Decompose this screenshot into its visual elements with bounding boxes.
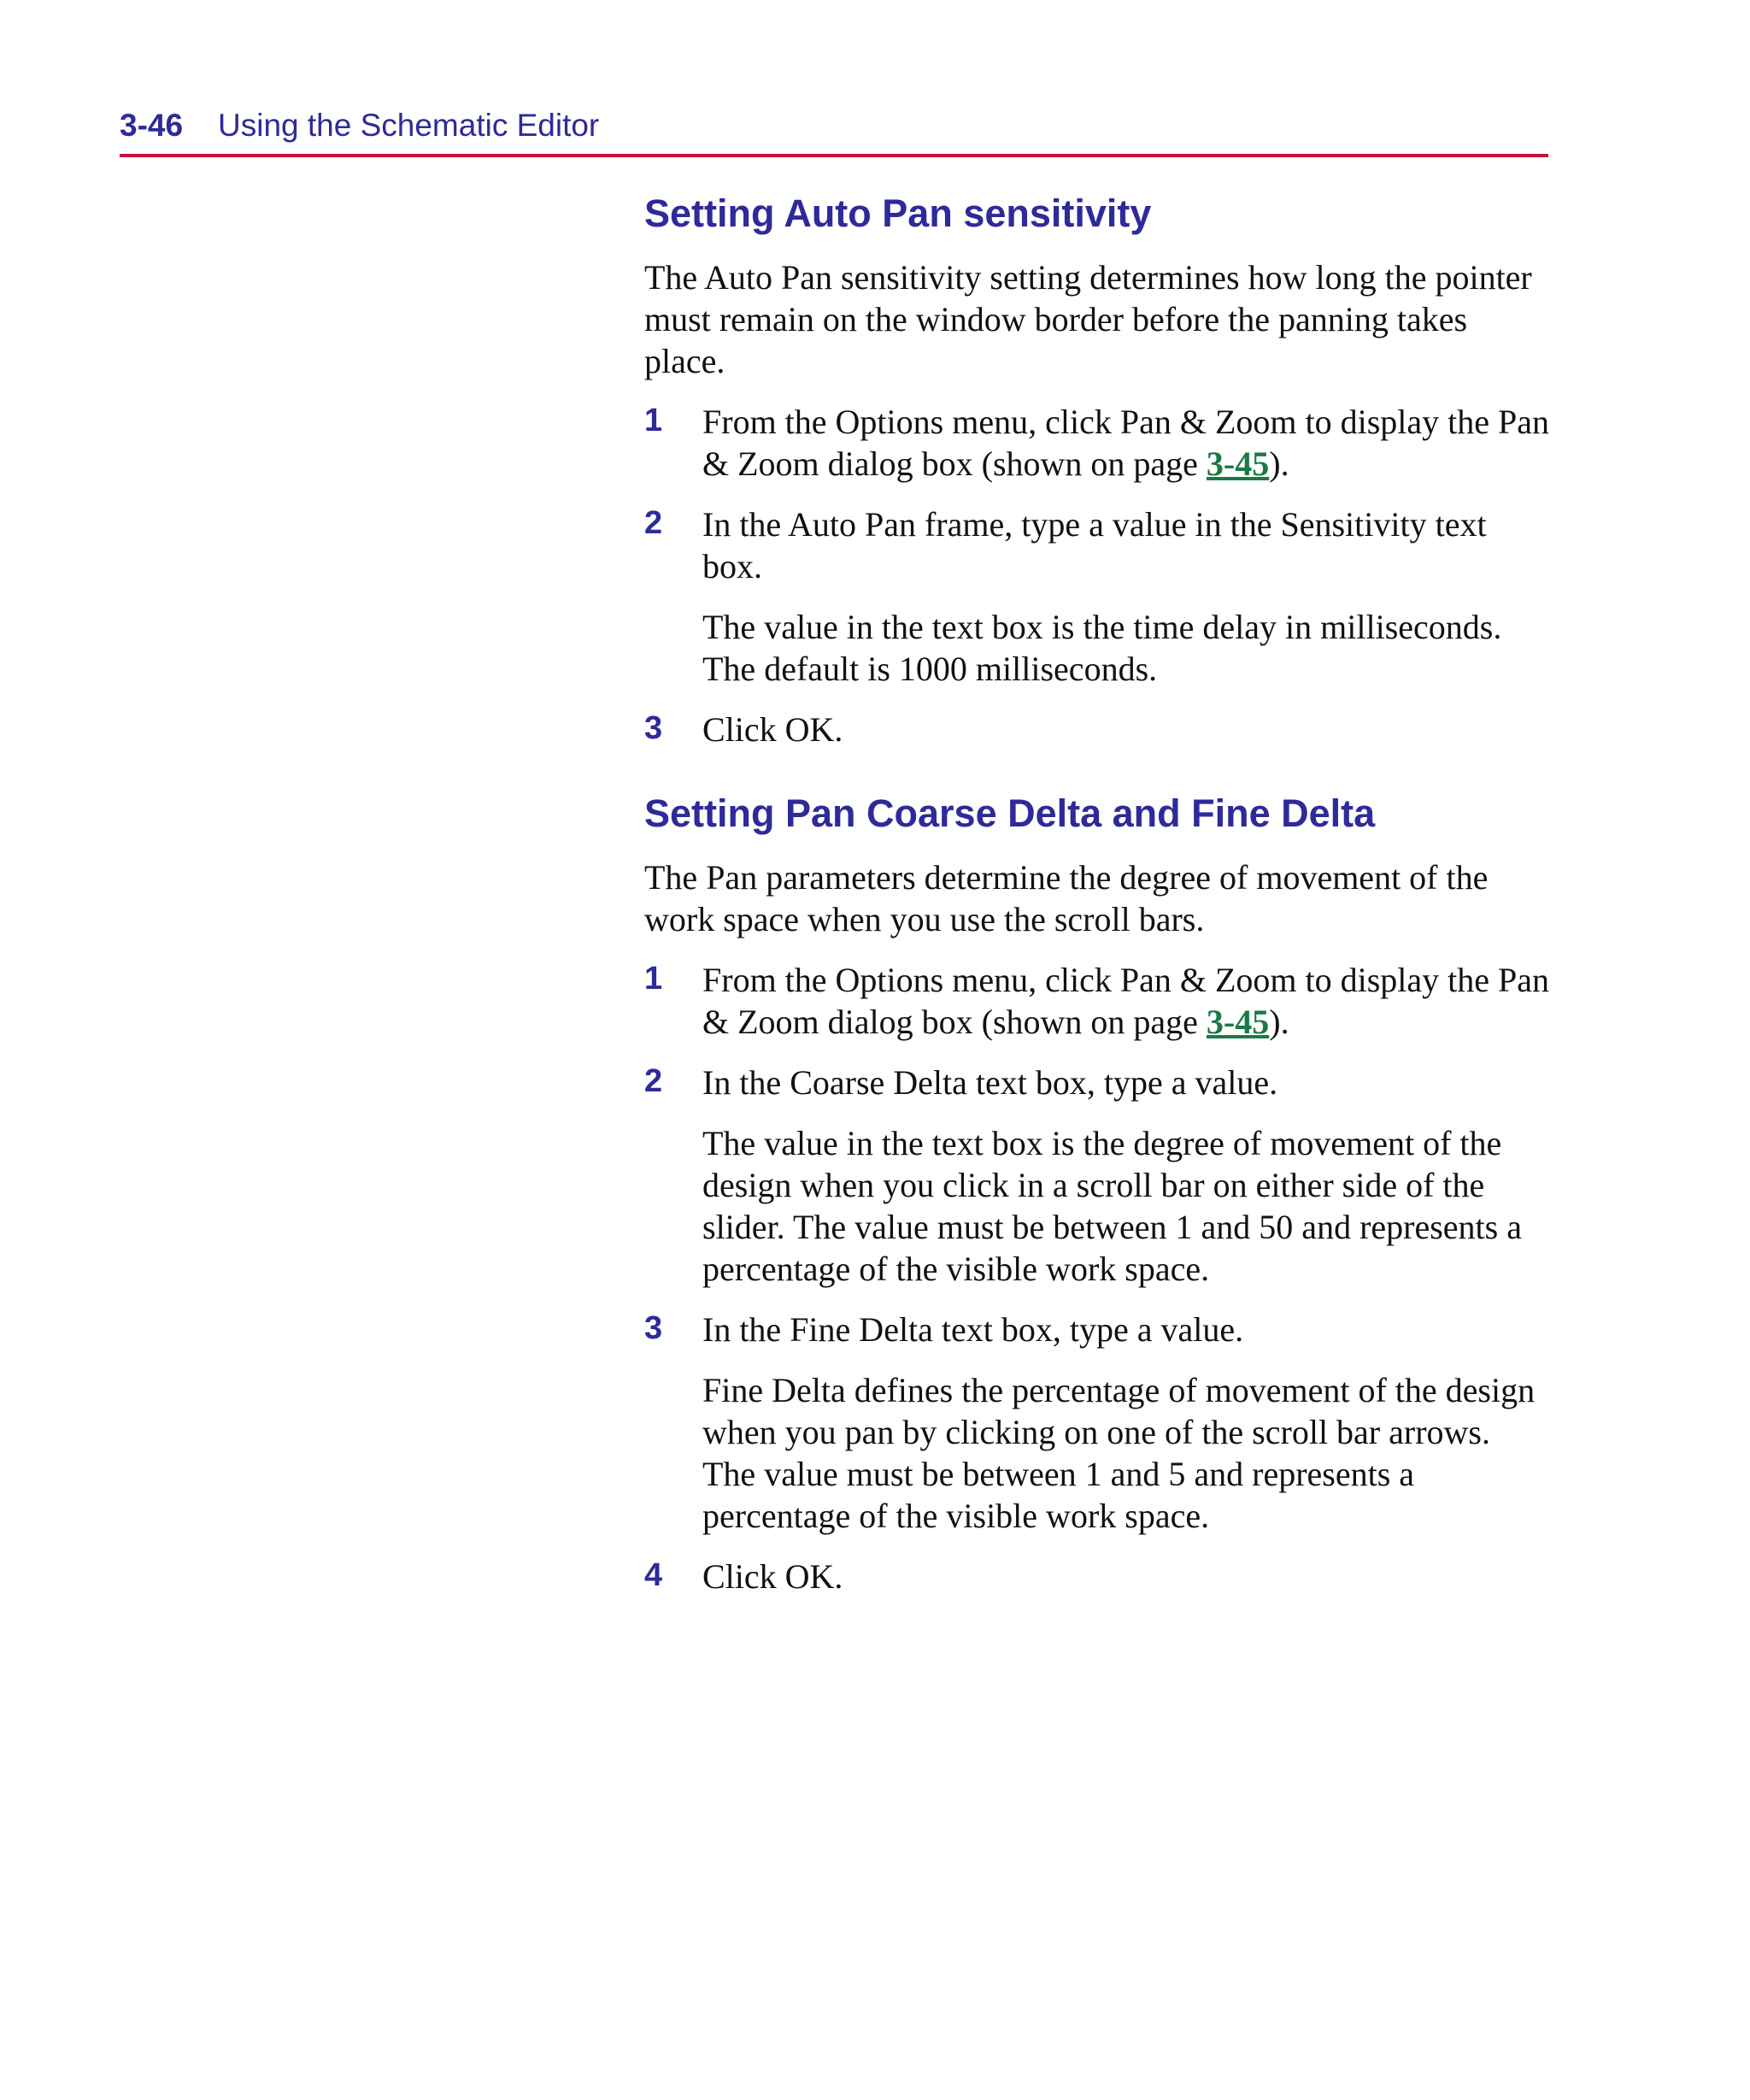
- step-item: [644, 503, 1550, 587]
- step-text: From the Options menu, click Pan & Zoom to display the Pan & Zoom dialog box (shown on page 3-45).: [702, 961, 1550, 1041]
- step-item: [644, 1556, 1550, 1597]
- step-number: 3: [644, 710, 663, 746]
- section-intro-pan-delta: The Pan parameters determine the degree of movement of the work space when you use the scroll bars.: [644, 858, 1489, 938]
- step-number: 2: [644, 1063, 663, 1099]
- section-heading-auto-pan: Setting Auto Pan sensitivity: [644, 191, 1152, 235]
- page-link[interactable]: 3-45: [1206, 1003, 1270, 1041]
- step-item: [644, 959, 1550, 1043]
- step-number: 1: [644, 961, 663, 997]
- step-text: In the Auto Pan frame, type a value in the Sensitivity text box.: [702, 505, 1487, 585]
- step-note: Fine Delta defines the percentage of movement of the design when you pan by clicking on one of the scroll bar arrows. The value must be between 1 and 5 and represents a percentage of the visible work space.: [702, 1371, 1536, 1535]
- chapter-title: Using the Schematic Editor: [218, 108, 600, 143]
- section-intro-auto-pan: The Auto Pan sensitivity setting determines how long the pointer must remain on the window border before the panning takes place.: [644, 258, 1532, 380]
- page-header: [120, 106, 1548, 157]
- step-item: [644, 401, 1550, 485]
- step-note: The value in the text box is the degree of movement of the design when you click in a scroll bar on either side of the slider. The value must be between 1 and 50 and represents a percentage of the visible work space.: [702, 1124, 1522, 1288]
- step-item: [644, 1309, 1550, 1350]
- step-number: 4: [644, 1557, 663, 1593]
- page-content: [644, 190, 1550, 1616]
- page-link[interactable]: 3-45: [1206, 444, 1270, 483]
- step-note: The value in the text box is the time delay in milliseconds. The default is 1000 milliseconds.: [702, 608, 1502, 688]
- step-text: Click OK.: [702, 1557, 843, 1596]
- step-number: 3: [644, 1310, 663, 1346]
- step-item: [644, 709, 1550, 750]
- step-number: 1: [644, 403, 663, 438]
- step-item: [644, 1062, 1550, 1103]
- step-text: In the Fine Delta text box, type a value.: [702, 1310, 1244, 1349]
- step-text: Click OK.: [702, 710, 843, 749]
- section-heading-pan-delta: Setting Pan Coarse Delta and Fine Delta: [644, 791, 1376, 835]
- step-number: 2: [644, 505, 663, 541]
- step-text: From the Options menu, click Pan & Zoom to display the Pan & Zoom dialog box (shown on page 3-45).: [702, 403, 1550, 483]
- page-number: 3-46: [120, 108, 184, 143]
- step-text: In the Coarse Delta text box, type a value.: [702, 1063, 1278, 1102]
